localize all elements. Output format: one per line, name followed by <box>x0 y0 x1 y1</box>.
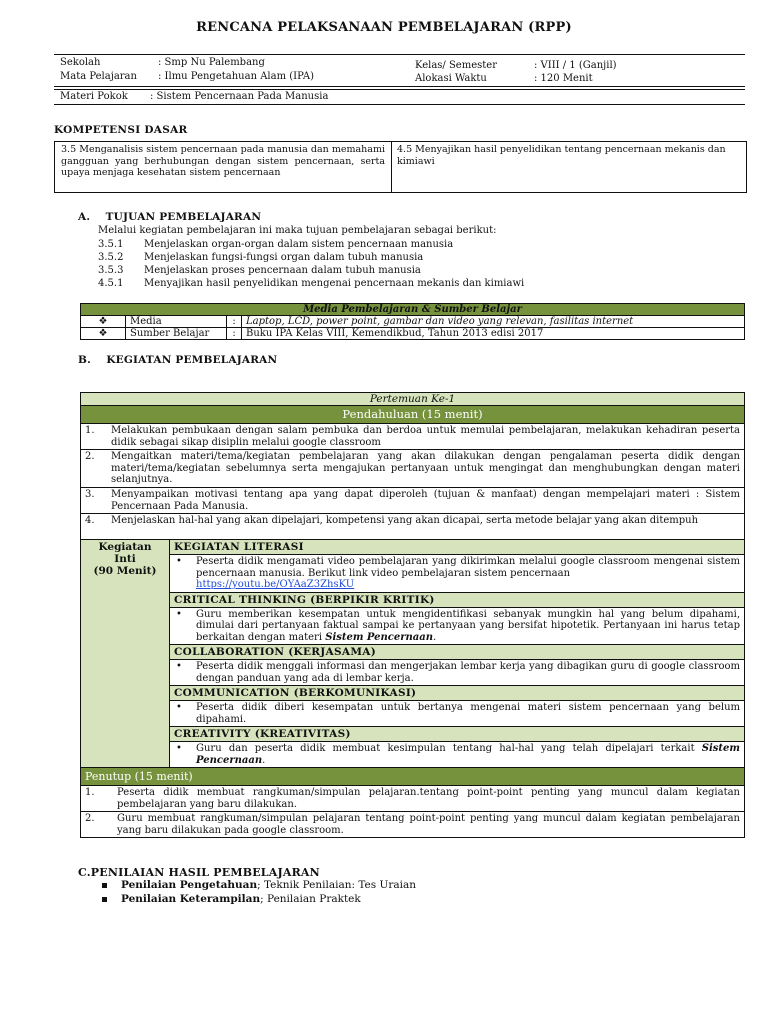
pendahuluan-text: Menjelaskan hal-hal yang akan dipelajari, kompetensi yang akan dicapai, serta metode belajar yang akan ditempuh <box>111 515 699 526</box>
kd-skill: 4.5 Menyajikan hasil penyelidikan tentang pencernaan mekanis dan kimiawi <box>397 144 726 167</box>
pertemuan-title: Pertemuan Ke-1 <box>81 393 745 406</box>
document-title: RENCANA PELAKSANAAN PEMBELAJARAN (RPP) <box>196 20 572 35</box>
collab-text: Peserta didik menggali informasi dan mengerjakan lembar kerja yang dibagikan guru di google classroom dengan panduan yang ada di lembar kerja. <box>196 661 740 684</box>
comm-item <box>170 701 745 727</box>
sumber-colon: : <box>227 328 242 340</box>
diamond-bullet-icon: ❖ <box>81 328 126 340</box>
comm-text: Peserta didik diberi kesempatan untuk bertanya mengenai materi sistem pencernaan yang belum dipahami. <box>196 702 740 725</box>
penilaian-rest: ; Teknik Penilaian: Tes Uraian <box>257 879 417 891</box>
bullet-icon: • <box>176 661 182 672</box>
tujuan-num-2: 3.5.2 <box>98 252 124 263</box>
kompetensi-heading: KOMPETENSI DASAR <box>54 124 188 136</box>
square-bullet-icon <box>102 883 107 888</box>
table-row <box>81 424 745 540</box>
pendahuluan-title: Pendahuluan (15 menit) <box>81 406 745 424</box>
tujuan-text-4: Menyajikan hasil penyelidikan mengenai pencernaan mekanis dan kimiawi <box>144 278 525 289</box>
creat-text: Guru dan peserta didik membuat kesimpulan tentang hal-hal yang telah dipelajari terkait <box>196 743 695 754</box>
pendahuluan-num: 4. <box>85 515 95 526</box>
kd-knowledge: 3.5 Menganalisis sistem pencernaan pada manusia dan memahami gangguan yang berhubungan dengan sistem pencernaan, serta upaya menjaga kesehatan sistem pencernaan <box>55 142 392 192</box>
bullet-icon: • <box>176 608 182 620</box>
pendahuluan-text: Mengaitkan materi/tema/kegiatan pembelajaran yang akan dilakukan dengan pengalaman peserta didik dengan materi/tema/kegiatan sebelumnya serta mengajukan pertanyaan untuk mengingat dan menghubungkan dengan materi selanjutnya. <box>107 450 744 488</box>
media-value: Laptop, LCD, power point, gambar dan video yang relevan, fasilitas internet <box>242 316 745 328</box>
kegiatan-heading: B. KEGIATAN PEMBELAJARAN <box>78 354 278 366</box>
kegiatan-inti-label <box>81 540 170 768</box>
penilaian-item <box>102 893 361 905</box>
inti-label-line1: Kegiatan <box>98 541 152 553</box>
creat-title: CREATIVITY (KREATIVITAS) <box>170 727 745 742</box>
sumber-row <box>81 328 745 340</box>
tujuan-heading: A. TUJUAN PEMBELAJARAN <box>78 211 262 223</box>
media-row <box>81 316 745 328</box>
collab-title: COLLABORATION (KERJASAMA) <box>170 645 745 660</box>
penilaian-item <box>102 879 416 891</box>
materi-label: Materi Pokok <box>60 91 128 102</box>
bullet-icon: • <box>176 702 182 713</box>
tujuan-text-1: Menjelaskan organ-organ dalam sistem pencernaan manusia <box>144 239 454 250</box>
waktu-value: : 120 Menit <box>534 73 593 84</box>
tujuan-text-3: Menjelaskan proses pencernaan dalam tubuh manusia <box>144 265 421 276</box>
penutup-text: Guru membuat rangkuman/simpulan pelajaran tentang point-point penting yang muncul dalam kegiatan pembelajaran yang baru dilakukan pada google classroom. <box>117 813 740 836</box>
materi-value: : Sistem Pencernaan Pada Manusia <box>150 91 329 102</box>
collab-item <box>170 660 745 686</box>
penilaian-heading: C.PENILAIAN HASIL PEMBELAJARAN <box>78 866 320 879</box>
penilaian-bold: Penilaian Keterampilan <box>121 893 261 905</box>
media-table <box>80 303 745 340</box>
pendahuluan-num: 3. <box>81 488 107 514</box>
square-bullet-icon <box>102 897 107 902</box>
sekolah-value: : Smp Nu Palembang <box>158 57 265 68</box>
critical-title: CRITICAL THINKING (BERPIKIR KRITIK) <box>170 592 745 607</box>
materi-pokok-box <box>54 89 745 105</box>
media-header: Media Pembelajaran & Sumber Belajar <box>81 304 745 316</box>
bullet-icon: • <box>176 743 182 754</box>
inti-label-line2: Inti <box>114 553 136 565</box>
comm-title: COMMUNICATION (BERKOMUNIKASI) <box>170 686 745 701</box>
critical-item: • Guru memberikan kesempatan untuk mengidentifikasi sebanyak mungkin hal yang belum dipahami, dimulai dari pertanyaan faktual sampai ke pertanyaan yang bersifat hipotetik. Pertanyaan ini harus tetap berkaitan dengan materi Sistem Pencernaan. <box>170 607 745 645</box>
media-colon: : <box>227 316 242 328</box>
video-link[interactable]: https://youtu.be/OYAaZ3ZhsKU <box>196 579 355 590</box>
critical-emphasis: Sistem Pencernaan <box>325 631 434 643</box>
penilaian-bold: Penilaian Pengetahuan <box>121 879 258 891</box>
pendahuluan-num: 1. <box>81 424 107 450</box>
sekolah-label: Sekolah <box>60 57 101 68</box>
kompetensi-table <box>54 141 747 193</box>
penilaian-rest: ; Penilaian Praktek <box>260 893 361 905</box>
pendahuluan-text: Melakukan pembukaan dengan salam pembuka dan berdoa untuk memulai pembelajaran, melakukan kehadiran peserta didik sebagai sikap disiplin melalui google classroom <box>107 424 744 450</box>
literasi-text: Peserta didik mengamati video pembelajaran yang dikirimkan melalui google classroom mengenai sistem pencernaan manusia. Berikut link video pembelajaran sistem pencernaan <box>196 556 740 579</box>
creat-item: • Guru dan peserta didik membuat kesimpulan tentang hal-hal yang telah dipelajari terkait Sistem Pencernaan. <box>170 742 745 768</box>
tujuan-num-3: 3.5.3 <box>98 265 124 276</box>
critical-text: Guru memberikan kesempatan untuk mengidentifikasi sebanyak mungkin hal yang belum dipahami, dimulai dari pertanyaan faktual sampai ke pertanyaan yang bersifat hipotetik. Pertanyaan ini harus tetap berkaitan dengan materi <box>196 608 740 643</box>
kelas-value: : VIII / 1 (Ganjil) <box>534 60 617 71</box>
penutup-num: 2. <box>85 813 95 824</box>
waktu-label: Alokasi Waktu <box>415 73 487 84</box>
sumber-value: Buku IPA Kelas VIII, Kemendikbud, Tahun 2013 edisi 2017 <box>242 328 745 340</box>
penutup-text: Peserta didik membuat rangkuman/simpulan pelajaran.tentang point-point penting yang muncul dalam kegiatan pembelajaran yang baru dilakukan. <box>113 786 744 812</box>
school-info-box <box>54 54 745 87</box>
table-row <box>81 786 745 838</box>
literasi-item <box>170 555 745 593</box>
penutup-title: Penutup (15 menit) <box>81 768 745 786</box>
pendahuluan-num: 2. <box>81 450 107 488</box>
creat-emphasis: Sistem Pencernaan <box>196 743 740 766</box>
tujuan-text-2: Menjelaskan fungsi-fungsi organ dalam tubuh manusia <box>144 252 424 263</box>
mapel-label: Mata Pelajaran <box>60 71 137 82</box>
kelas-label: Kelas/ Semester <box>415 60 497 71</box>
pendahuluan-text: Menyampaikan motivasi tentang apa yang dapat diperoleh (tujuan & manfaat) dengan mempelajari materi : Sistem Pencernaan Pada Manusia. <box>107 488 744 514</box>
penutup-num: 1. <box>81 786 113 812</box>
kegiatan-table <box>80 392 745 838</box>
inti-label-line3: (90 Menit) <box>93 565 157 577</box>
diamond-bullet-icon: ❖ <box>81 316 126 328</box>
sumber-label: Sumber Belajar <box>126 328 227 340</box>
media-label: Media <box>126 316 227 328</box>
tujuan-num-4: 4.5.1 <box>98 278 124 289</box>
bullet-icon: • <box>176 556 182 567</box>
literasi-title: KEGIATAN LITERASI <box>170 540 745 555</box>
tujuan-num-1: 3.5.1 <box>98 239 124 250</box>
tujuan-intro: Melalui kegiatan pembelajaran ini maka tujuan pembelajaran sebagai berikut: <box>98 225 497 236</box>
mapel-value: : Ilmu Pengetahuan Alam (IPA) <box>158 71 315 82</box>
